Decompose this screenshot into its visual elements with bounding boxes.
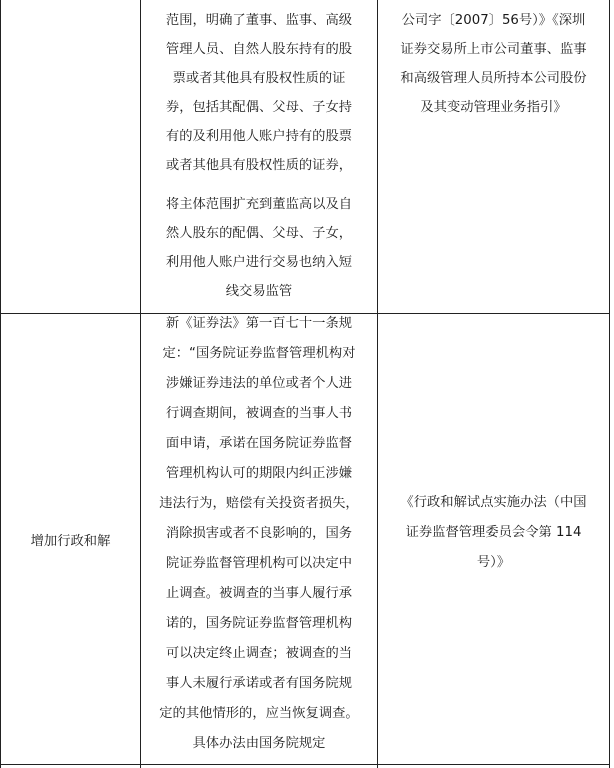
content-line: 违法行为，赔偿有关投资者损失， [159, 496, 359, 511]
row1-basis-cell [378, 0, 609, 313]
content-line: 事人未履行承诺或者有国务院规 [165, 676, 353, 691]
content-line: 利用他人账户进行交易也纳入短 [165, 255, 353, 270]
table-border-bottom [0, 764, 610, 765]
row2-label-cell [1, 314, 140, 764]
content-line: 具体办法由国务院规定 [192, 736, 326, 751]
content-line: 诺的，国务院证券监督管理机构 [165, 616, 353, 631]
content-line: 券，包括其配偶、父母、子女持 [165, 100, 353, 115]
content-line: 管理人员、自然人股东持有的股 [165, 42, 353, 57]
content-line: 面申请，承诺在国务院证券监督 [165, 436, 353, 451]
row1-content-cell [141, 0, 377, 313]
content-line: 院证券监督管理机构可以决定中 [165, 556, 353, 571]
basis-line: 及其变动管理业务指引》 [420, 100, 567, 115]
content-line: 有的及利用他人账户持有的股票 [165, 129, 353, 144]
table-border-right [609, 0, 610, 768]
basis-line: 证券监督管理委员会令第 114 [405, 525, 582, 540]
content-line: 定的其他情形的，应当恢复调查。 [159, 706, 359, 721]
content-line: 范围，明确了董事、监事、高级 [165, 13, 353, 28]
content-line: 可以决定终止调查；被调查的当 [165, 646, 353, 661]
row-label: 增加行政和解 [30, 533, 111, 549]
row2-basis-cell [378, 314, 609, 764]
content-line: 线交易监管 [225, 284, 293, 299]
basis-line: 公司字〔2007〕56号）》《深圳 [401, 13, 586, 28]
content-line: 或者其他具有股权性质的证券， [165, 158, 353, 173]
content-line: 止调查。被调查的当事人履行承 [165, 586, 353, 601]
basis-line: 证券交易所上市公司董事、监事 [400, 42, 587, 57]
basis-line: 和高级管理人员所持本公司股份 [400, 71, 587, 86]
content-line: 管理机构认可的期限内纠正涉嫌 [165, 466, 353, 481]
content-line: 然人股东的配偶、父母、子女， [165, 226, 353, 241]
content-line: 消除损害或者不良影响的，国务 [165, 526, 353, 541]
content-line: 定：“国务院证券监督管理机构对 [162, 346, 356, 361]
content-line: 新《证券法》第一百七十一条规 [165, 316, 353, 331]
row1-label-cell [1, 0, 140, 313]
content-line: 票或者其他具有股权性质的证 [172, 71, 346, 86]
content-line: 将主体范围扩充到董监高以及自 [165, 197, 353, 212]
basis-line: 号）》 [476, 555, 511, 570]
content-line: 涉嫌证券违法的单位或者个人进 [165, 376, 353, 391]
row2-content-cell [141, 314, 377, 764]
content-line: 行调查期间，被调查的当事人书 [165, 406, 353, 421]
basis-line: 《行政和解试点实施办法（中国 [400, 495, 587, 510]
